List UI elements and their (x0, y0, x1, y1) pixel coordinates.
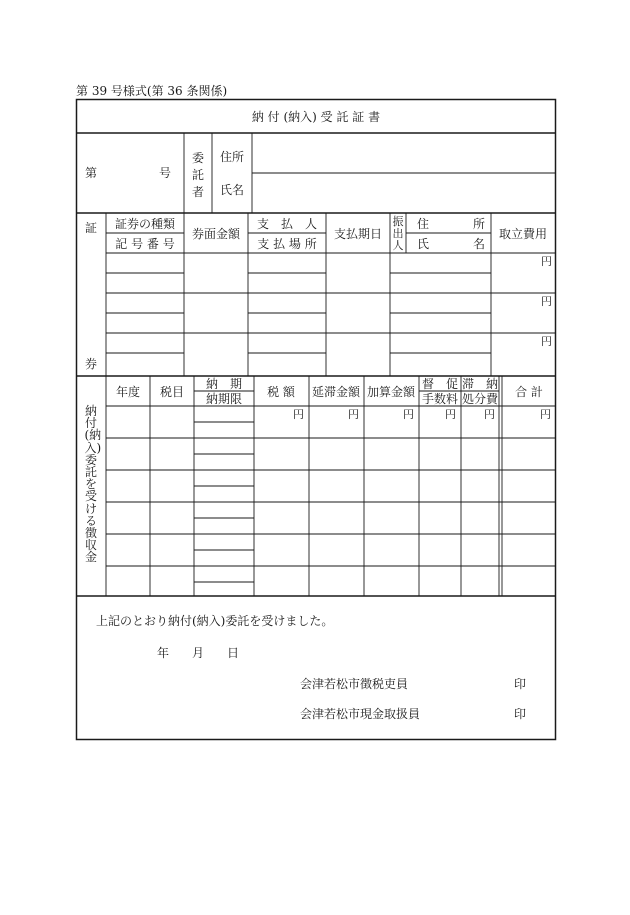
fiscal-year-label: 年度 (115, 385, 141, 399)
form-title: 納 付 (納入) 受 託 証 書 (251, 110, 381, 124)
late-fee-yen: 円 (348, 408, 359, 421)
securities-side-label-top: 証 (84, 221, 98, 235)
dunning-fee-yen: 円 (445, 408, 456, 421)
consignor-label: 委託者 (191, 151, 204, 199)
collection-cost-yen-3: 円 (541, 335, 552, 348)
dunning-fee-label-1: 督 促 (421, 377, 459, 391)
number-label-dai: 第 (85, 166, 98, 180)
face-amount-label: 券面金額 (191, 227, 241, 241)
collection-cost-yen-1: 円 (541, 255, 552, 268)
delinquency-cost-label-1: 滞 納 (461, 377, 499, 391)
tax-item-label: 税目 (159, 385, 185, 399)
address-label: 住所 (219, 150, 245, 164)
collection-cost-label: 取立費用 (498, 227, 548, 241)
securities-side-label-bottom: 券 (84, 357, 98, 371)
tax-collector-official: 会津若松市徴税吏員 (300, 677, 409, 691)
drawer-name-label-b: 名 (473, 237, 486, 251)
due-period-label: 納 期 (205, 377, 243, 391)
form-number: 第 39 号様式(第 36 条関係) (76, 84, 228, 98)
late-fee-label: 延滞金額 (311, 385, 361, 399)
number-label-go: 号 (159, 166, 172, 180)
drawer-address-label-a: 住 (417, 217, 430, 231)
seal-mark-2: 印 (514, 707, 527, 721)
tax-side-label: 納付(納入)委託を受ける徴収金 (84, 404, 102, 565)
additional-amount-yen: 円 (403, 408, 414, 421)
tax-amount-yen: 円 (293, 408, 304, 421)
seal-mark-1: 印 (514, 677, 527, 691)
payment-place-label: 支 払 場 所 (257, 237, 317, 251)
total-yen: 円 (540, 408, 551, 421)
security-type-label: 証券の種類 (114, 217, 176, 231)
additional-amount-label: 加算金額 (366, 385, 416, 399)
security-number-label: 記 号 番 号 (115, 237, 175, 251)
delinquency-cost-yen: 円 (484, 408, 495, 421)
dunning-fee-label-2: 手数料 (421, 392, 459, 406)
tax-amount-label: 税 額 (267, 385, 295, 399)
payer-label: 支 払 人 (256, 217, 318, 231)
date-day-label: 日 (227, 646, 240, 660)
delinquency-cost-label-2: 処分費 (461, 392, 499, 406)
cash-handler-official: 会津若松市現金取扱員 (300, 707, 421, 721)
date-month-label: 月 (192, 646, 205, 660)
due-limit-label: 納期限 (205, 392, 243, 406)
collection-cost-yen-2: 円 (541, 295, 552, 308)
name-label: 氏名 (219, 183, 245, 197)
drawer-name-label-a: 氏 (417, 237, 430, 251)
date-year-label: 年 (157, 646, 170, 660)
consignment-statement: 上記のとおり納付(納入)委託を受けました。 (96, 614, 334, 628)
payment-due-date-label: 支払期日 (333, 227, 383, 241)
drawer-label: 振出人 (392, 215, 404, 252)
total-label: 合 計 (515, 385, 543, 399)
drawer-address-label-b: 所 (473, 217, 486, 231)
